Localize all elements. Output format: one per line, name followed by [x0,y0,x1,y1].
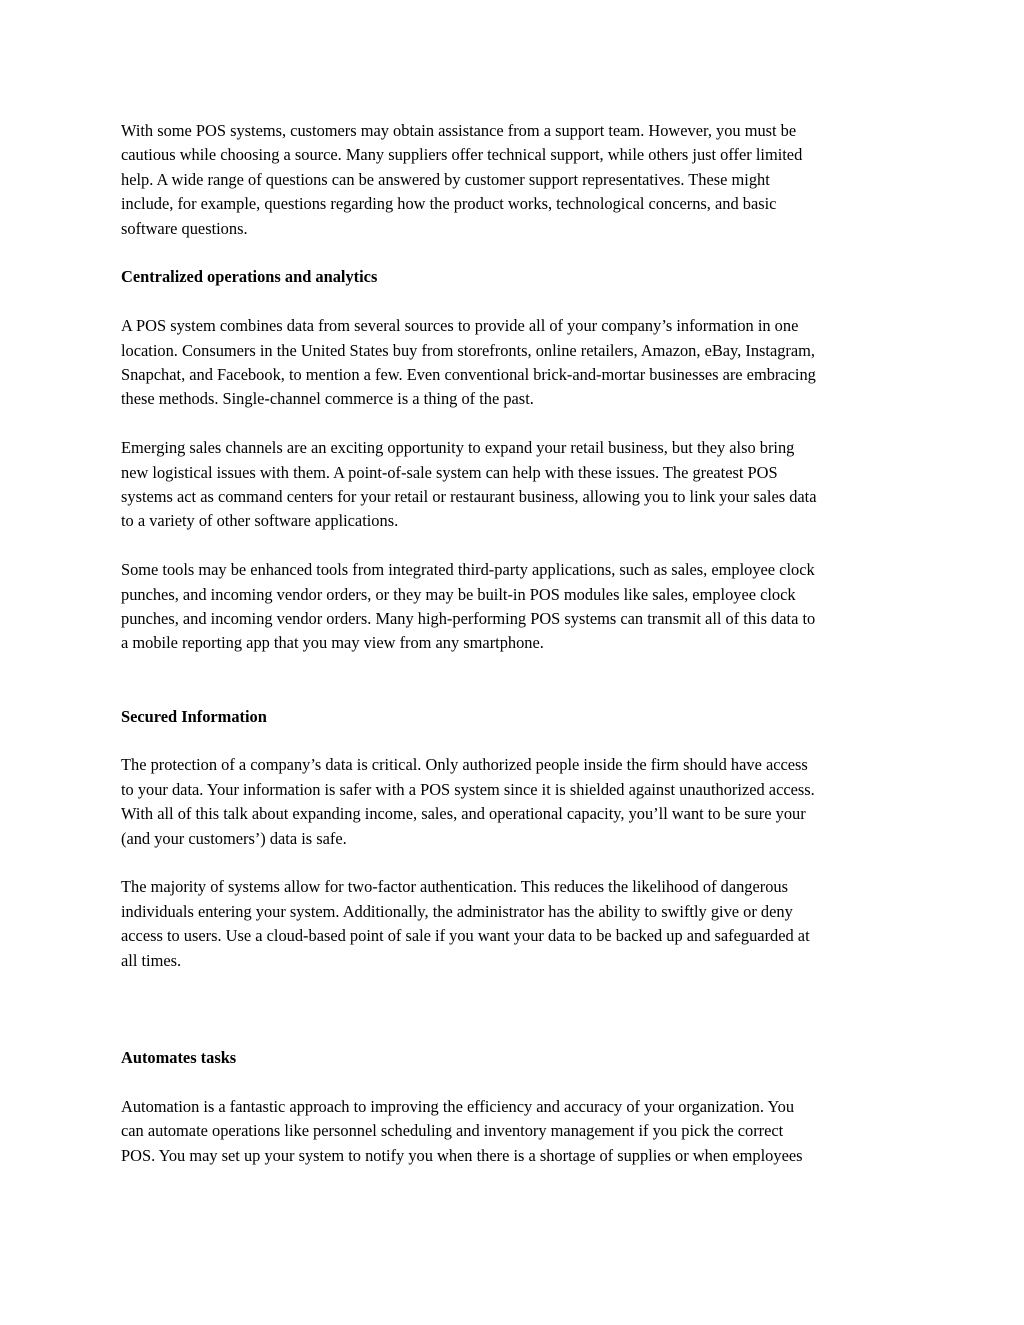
text-line: access to users. Use a cloud-based point of sale if you want your data to be backed up and safeguarded at [121,926,810,946]
text-line: The protection of a company’s data is critical. Only authorized people inside the firm should have access [121,755,808,775]
text-line: Emerging sales channels are an exciting opportunity to expand your retail business, but they also bring [121,438,795,458]
text-line: software questions. [121,218,248,238]
text-line: include, for example, questions regarding how the product works, technological concerns, and basic [121,194,777,214]
text-line: location. Consumers in the United States buy from storefronts, online retailers, Amazon, eBay, Instagram, [121,340,816,360]
paragraph-centralized-1 [121,314,911,412]
text-line: The majority of systems allow for two-factor authentication. This reduces the likelihood of dangerous [121,877,788,897]
heading-secured: Secured Information [121,706,267,726]
text-line: cautious while choosing a source. Many suppliers offer technical support, while others just offer limited [121,145,803,165]
text-line: Automation is a fantastic approach to improving the efficiency and accuracy of your organization. You [121,1097,795,1117]
paragraph-secured-2 [121,875,911,973]
text-line: to your data. Your information is safer with a POS system since it is shielded against unauthorized access. [121,779,815,799]
text-line: (and your customers’) data is safe. [121,828,347,848]
text-line: punches, and incoming vendor orders, or they may be built-in POS modules like sales, employee clock [121,584,796,604]
text-line: Some tools may be enhanced tools from integrated third-party applications, such as sales, employee clock [121,560,815,580]
paragraph-secured-1 [121,753,911,851]
text-line: new logistical issues with them. A point-of-sale system can help with these issues. The greatest POS [121,462,778,482]
text-line: all times. [121,950,182,970]
text-line: systems act as command centers for your retail or restaurant business, allowing you to link your sales data [121,487,817,507]
text-line: With all of this talk about expanding income, sales, and operational capacity, you’ll want to be sure your [121,804,806,824]
heading-centralized: Centralized operations and analytics [121,267,378,287]
text-line: help. A wide range of questions can be answered by customer support representatives. These might [121,169,770,189]
document-body [121,119,911,1193]
paragraph-centralized-3 [121,558,911,656]
text-line: A POS system combines data from several sources to provide all of your company’s information in one [121,316,799,336]
paragraph-automates-1 [121,1095,911,1168]
text-line: POS. You may set up your system to notify you when there is a shortage of supplies or when employees [121,1145,803,1165]
blank-lines [121,997,911,1046]
text-line: these methods. Single-channel commerce is a thing of the past. [121,389,534,409]
text-line: individuals entering your system. Additionally, the administrator has the ability to swiftly give or deny [121,901,793,921]
paragraph-support [121,119,911,241]
text-line: can automate operations like personnel scheduling and inventory management if you pick the correct [121,1121,784,1141]
paragraph-centralized-2 [121,436,911,534]
text-line: Snapchat, and Facebook, to mention a few. Even conventional brick-and-mortar businesses are embracing [121,365,816,385]
text-line: a mobile reporting app that you may view from any smartphone. [121,633,544,653]
text-line: With some POS systems, customers may obtain assistance from a support team. However, you must be [121,121,797,140]
text-line: punches, and incoming vendor orders. Many high-performing POS systems can transmit all of this data to [121,609,816,629]
text-line: to a variety of other software applications. [121,511,399,531]
heading-automates: Automates tasks [121,1048,237,1068]
blank-line [121,680,911,704]
